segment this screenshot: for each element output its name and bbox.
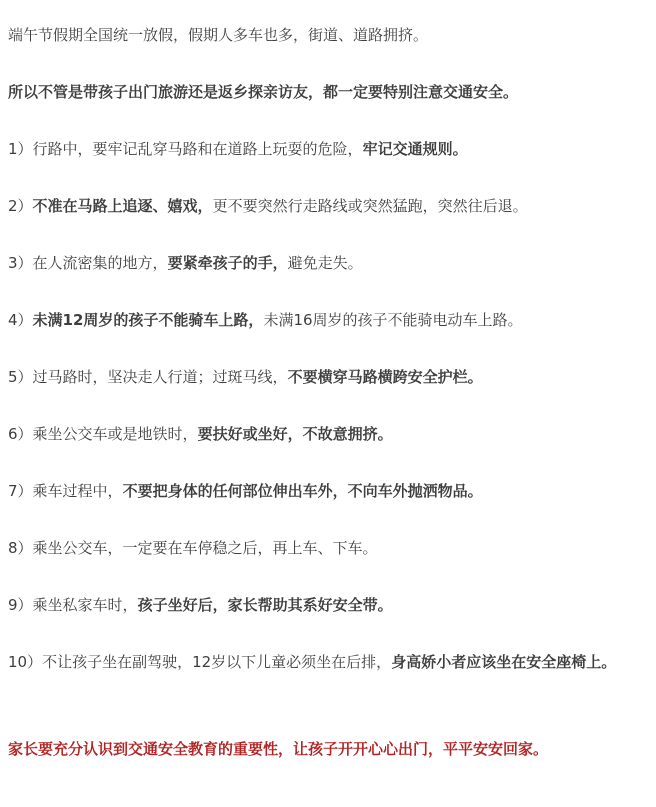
rule-tail: 更不要突然行走路线或突然猛跑，突然往后退。 — [212, 197, 528, 215]
rule-text: 乘坐公交车，一定要在车停稳之后，再上车、下车。 — [32, 539, 378, 557]
rule-4 — [8, 309, 648, 331]
rule-7 — [8, 480, 648, 502]
rule-text: 过马路时，坚决走人行道；过斑马线， — [32, 368, 288, 386]
rule-emphasis: 不准在马路上追逐、嬉戏， — [32, 197, 213, 215]
closing-text: 家长要充分认识到交通安全教育的重要性，让孩子开开心心出门，平平安安回家。 — [8, 740, 549, 758]
rule-tail: 避免走失。 — [287, 254, 363, 272]
rule-10 — [8, 651, 648, 673]
rule-text: 不让孩子坐在副驾驶，12岁以下儿童必须坐在后排， — [42, 653, 392, 671]
intro-text: 端午节假期全国统一放假，假期人多车也多，街道、道路拥挤。 — [8, 26, 429, 44]
rule-number: 5） — [8, 368, 33, 386]
rule-emphasis: 不要把身体的任何部位伸出车外，不向车外抛洒物品。 — [122, 482, 483, 500]
rule-text: 行路中，要牢记乱穿马路和在道路上玩耍的危险， — [32, 140, 363, 158]
rule-emphasis: 牢记交通规则。 — [362, 140, 468, 158]
rule-number: 1） — [8, 140, 33, 158]
intro-paragraph — [8, 24, 648, 46]
intro-emphasis-text: 所以不管是带孩子出门旅游还是返乡探亲访友，都一定要特别注意交通安全。 — [8, 83, 519, 101]
rule-tail: 未满16周岁的孩子不能骑电动车上路。 — [263, 311, 523, 329]
rule-text: 乘坐私家车时， — [32, 596, 138, 614]
intro-emphasis-paragraph — [8, 81, 648, 103]
rule-emphasis: 要紧牵孩子的手， — [167, 254, 288, 272]
rule-text: 乘坐公交车或是地铁时， — [32, 425, 198, 443]
rule-9 — [8, 594, 648, 616]
rule-8 — [8, 537, 648, 559]
rule-emphasis: 不要横穿马路横跨安全护栏。 — [287, 368, 483, 386]
rule-text: 乘车过程中， — [32, 482, 123, 500]
rule-emphasis: 要扶好或坐好，不故意拥挤。 — [197, 425, 393, 443]
rule-1 — [8, 138, 648, 160]
rule-text: 在人流密集的地方， — [32, 254, 168, 272]
rule-emphasis: 未满12周岁的孩子不能骑车上路， — [32, 311, 264, 329]
rule-2 — [8, 195, 648, 217]
rule-number: 9） — [8, 596, 33, 614]
rule-number: 10） — [8, 653, 43, 671]
rule-5 — [8, 366, 648, 388]
rule-number: 2） — [8, 197, 33, 215]
rule-3 — [8, 252, 648, 274]
rule-emphasis: 孩子坐好后，家长帮助其系好安全带。 — [137, 596, 393, 614]
rule-number: 6） — [8, 425, 33, 443]
rule-number: 8） — [8, 539, 33, 557]
rule-number: 3） — [8, 254, 33, 272]
rule-emphasis: 身高娇小者应该坐在安全座椅上。 — [391, 653, 617, 671]
closing-paragraph — [8, 738, 648, 760]
rule-6 — [8, 423, 648, 445]
rule-number: 7） — [8, 482, 33, 500]
rule-number: 4） — [8, 311, 33, 329]
